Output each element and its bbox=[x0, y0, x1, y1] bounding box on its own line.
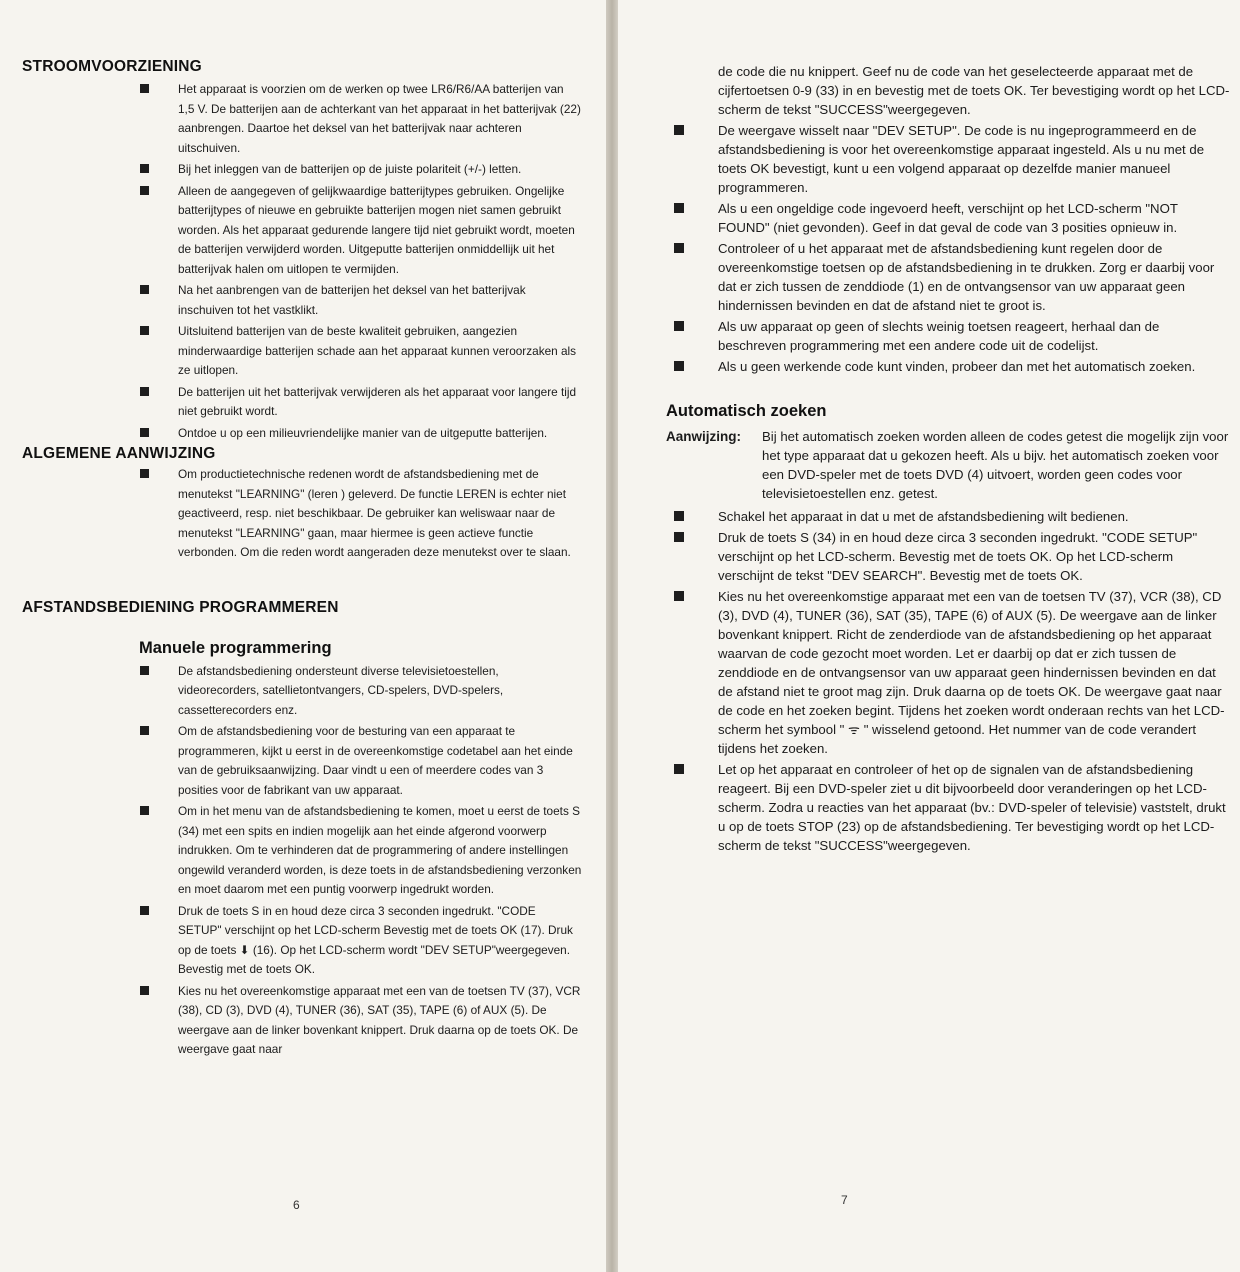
bullet-square-icon bbox=[140, 387, 149, 396]
bullet-square-icon bbox=[674, 243, 684, 253]
bullet-square-icon bbox=[140, 469, 149, 478]
heading-general-note: ALGEMENE AANWIJZING bbox=[22, 445, 216, 462]
bullet-text: Controleer of u het apparaat met de afstandsbediening kunt regelen door de overeenkomstige toetsen op de afstandsbediening in te drukken. Zorg er daarbij voor dat er zich tussen de zenddiode (1) en de ontvangsensor van uw apparaat geen hindernissen bevinden en dat de afstand niet te groot is. bbox=[718, 241, 1215, 313]
bullet-text: Uitsluitend batterijen van de beste kwaliteit gebruiken, aangezien minderwaardige batterijen schade aan het apparaat kunnen veroorzaken als ze uitlopen. bbox=[178, 324, 577, 377]
manual-programming-list bbox=[22, 662, 582, 1060]
bullet-text: Als uw apparaat op geen of slechts weinig toetsen reageert, herhaal dan de beschreven programmering met een andere code uit de codelijst. bbox=[718, 319, 1160, 353]
bullet-text: De afstandsbediening ondersteunt diverse televisietoestellen, videorecorders, satellietontvangers, CD-spelers, DVD-spelers, cassetterecorders enz. bbox=[178, 663, 504, 717]
note-label: Aanwijzing: bbox=[666, 429, 741, 444]
book-gutter bbox=[606, 0, 618, 1272]
bullet-item bbox=[22, 722, 582, 800]
left-column bbox=[22, 58, 582, 1062]
bullet-square-icon bbox=[140, 186, 149, 195]
search-note bbox=[666, 427, 1230, 503]
bullet-square-icon bbox=[140, 906, 149, 915]
bullet-text: Druk de toets S (34) in en houd deze circa 3 seconden ingedrukt. "CODE SETUP" verschijnt op het LCD-scherm. Bevestig met de toets OK. Op het LCD-scherm verschijnt de tekst "DEV SEARCH". Bevestig met de toets OK. bbox=[718, 530, 1198, 583]
bullet-item bbox=[666, 528, 1230, 585]
bullet-square-icon bbox=[140, 164, 149, 173]
bullet-square-icon bbox=[674, 532, 684, 542]
bullet-item bbox=[22, 322, 582, 381]
general-note-list bbox=[22, 465, 582, 563]
bullet-square-icon bbox=[140, 986, 149, 995]
bullet-square-icon bbox=[674, 511, 684, 521]
bullet-item bbox=[666, 199, 1230, 237]
left-page bbox=[0, 0, 606, 1272]
bullet-text: Ontdoe u op een milieuvriendelijke manier van de uitgeputte batterijen. bbox=[178, 425, 548, 440]
bullet-text: Als u een ongeldige code ingevoerd heeft, verschijnt op het LCD-scherm "NOT FOUND" (niet gevonden). Geef in dat geval de code van 3 posities opnieuw in. bbox=[718, 201, 1178, 235]
page-number: 7 bbox=[841, 1193, 848, 1207]
bullet-square-icon bbox=[140, 326, 149, 335]
bullet-item bbox=[666, 507, 1230, 526]
bullet-item bbox=[22, 802, 582, 900]
bullet-item bbox=[22, 160, 582, 180]
bullet-item bbox=[666, 760, 1230, 855]
bullet-item bbox=[666, 317, 1230, 355]
note-text: Bij het automatisch zoeken worden alleen de codes getest die mogelijk zijn voor het type apparaat dat u gekozen heeft. Als u bijv. het automatisch zoeken voor een DVD-speler met de toets DVD (4) uitvoert, worden geen codes voor televisietoestellen enz. getest. bbox=[762, 429, 1229, 501]
bullet-square-icon bbox=[674, 125, 684, 135]
bullet-text: Na het aanbrengen van de batterijen het deksel van het batterijvak inschuiven tot het vastklikt. bbox=[178, 283, 526, 317]
heading-manual-programming: Manuele programmering bbox=[139, 638, 332, 657]
bullet-square-icon bbox=[140, 666, 149, 675]
bullet-item bbox=[666, 587, 1230, 758]
bullet-square-icon bbox=[140, 84, 149, 93]
page-number: 6 bbox=[293, 1198, 300, 1212]
bullet-square-icon bbox=[674, 361, 684, 371]
bullet-text: Schakel het apparaat in dat u met de afstandsbediening wilt bedienen. bbox=[718, 509, 1129, 524]
bullet-text: Kies nu het overeenkomstige apparaat met een van de toetsen TV (37), VCR (38), CD (3), DVD (4), TUNER (36), SAT (35), TAPE (6) of AUX (5). De weergave aan de linker bovenkant knippert. Druk daarna op de toets OK. De weergave gaat naar bbox=[178, 983, 581, 1056]
bullet-square-icon bbox=[674, 203, 684, 213]
bullet-item bbox=[22, 182, 582, 280]
bullet-item bbox=[22, 465, 582, 563]
bullet-text: De batterijen uit het batterijvak verwijderen als het apparaat voor langere tijd niet gebruikt wordt. bbox=[178, 384, 577, 418]
bullet-square-icon bbox=[140, 726, 149, 735]
bullet-text: De weergave wisselt naar "DEV SETUP". De code is nu ingeprogrammeerd en de afstandsbediening is voor het overeenkomstige apparaat ingesteld. Als u nu met de toets OK bevestigt, kunt u een volgend apparaat op dezelfde manier manueel programmeren. bbox=[718, 123, 1205, 195]
heading-power-supply: STROOMVOORZIENING bbox=[22, 58, 202, 75]
bullet-item bbox=[666, 121, 1230, 197]
bullet-text: Om de afstandsbediening voor de besturing van een apparaat te programmeren, kijkt u eerst in de overeenkomstige codetabel aan het einde van de gebruiksaanwijzing. Daar vindt u een of meerdere codes van 3 posities voor de fabrikant van uw apparaat. bbox=[178, 724, 573, 797]
bullet-text: Het apparaat is voorzien om de werken op twee LR6/R6/AA batterijen van 1,5 V. De batterijen aan de achterkant van het apparaat in het batterijvak (22) aanbrengen. Daartoe het deksel van het batterijvak naar achteren uitschuiven. bbox=[178, 82, 581, 155]
continued-text bbox=[666, 62, 1230, 119]
bullet-item bbox=[22, 982, 582, 1060]
bullet-text: Bij het inleggen van de batterijen op de juiste polariteit (+/-) letten. bbox=[178, 162, 522, 176]
power-supply-list bbox=[22, 80, 582, 443]
bullet-text: de code die nu knippert. Geef nu de code van het geselecteerde apparaat met de cijfertoetsen 0-9 (33) in en bevestig met de toets OK. Ter bevestiging wordt op het LCD-scherm de tekst "SUCCESS"weergegeven. bbox=[718, 64, 1230, 117]
bullet-square-icon bbox=[140, 285, 149, 294]
bullet-text: Alleen de aangegeven of gelijkwaardige batterijtypes gebruiken. Ongelijke batterijtypes of nieuwe en gebruikte batterijen mogen niet samen gebruikt worden. Als het apparaat gedurende langere tijd niet gebruikt wordt, moeten de batterijen verwijderd worden. Uitgeputte batterijen onmiddellijk uit het batterijvak halen om uitlopen te vermijden. bbox=[178, 183, 575, 276]
bullet-text: Let op het apparaat en controleer of het op de signalen van de afstandsbediening reageert. Bij een DVD-speler ziet u dit bijvoorbeeld door veranderingen op het LCD-scherm. Zodra u reacties van het apparaat (bv.: DVD-speler of televisie) vaststelt, drukt u op de toets STOP (23) op de afstandsbediening. Ter bevestiging wordt op het LCD-scherm de tekst "SUCCESS"weergegeven. bbox=[718, 762, 1226, 853]
bullet-text: Als u geen werkende code kunt vinden, probeer dan met het automatisch zoeken. bbox=[718, 359, 1196, 374]
bullet-item bbox=[22, 383, 582, 422]
bullet-item bbox=[22, 662, 582, 721]
bullet-item bbox=[22, 902, 582, 980]
bullet-square-icon bbox=[674, 591, 684, 601]
right-column bbox=[666, 62, 1230, 857]
bullet-text: Om productietechnische redenen wordt de afstandsbediening met de menutekst "LEARNING" (leren ) geleverd. De functie LEREN is echter niet geactiveerd, resp. niet beschikbaar. De gebruiker kan weliswaar naar de menutekst "LEARNING" gaan, maar hiermee is geen actieve functie verbonden. Om die reden wordt aangeraden deze menutekst over te slaan. bbox=[178, 467, 571, 559]
bullet-item bbox=[666, 62, 1230, 119]
bullet-text: Druk de toets S in en houd deze circa 3 seconden ingedrukt. "CODE SETUP" verschijnt op het LCD-scherm Bevestig met de toets OK (17). Druk op de toets ⬇ (16). Op het LCD-scherm wordt "DEV SETUP"weergegeven. Bevestig met de toets OK. bbox=[178, 903, 573, 976]
bullet-item bbox=[22, 424, 582, 444]
heading-automatic-search: Automatisch zoeken bbox=[666, 402, 827, 420]
bullet-item bbox=[666, 239, 1230, 315]
bullet-text: Om in het menu van de afstandsbediening te komen, moet u eerst de toets S (34) met een spits en indien mogelijk aan het einde afgerond voorwerp indrukken. Om te verhinderen dat de programmering of andere instellingen ongewild veranderd worden, is deze toets in de afstandsbediening verzonken en moet daarom met een puntig voorwerp ingedrukt worden. bbox=[178, 804, 582, 896]
bullet-square-icon bbox=[140, 428, 149, 437]
bullet-square-icon bbox=[674, 321, 684, 331]
bullet-square-icon bbox=[674, 764, 684, 774]
bullet-square-icon bbox=[140, 806, 149, 815]
bullet-item bbox=[22, 281, 582, 320]
bullet-item bbox=[22, 80, 582, 158]
right-page bbox=[618, 0, 1240, 1272]
bullet-text: Kies nu het overeenkomstige apparaat met een van de toetsen TV (37), VCR (38), CD (3), DVD (4), TUNER (36), SAT (35), TAPE (6) of AUX (5). De weergave aan de linker bovenkant knippert. Richt de zenderdiode van de afstandsbediening op het apparaat waarvan de code gezocht moet worden. Let er daarbij op dat er zich tussen de zenddiode en de ontvangsensor van uw apparaat geen hindernissen bevinden en dat de afstand niet te groot mag zijn. Druk daarna op de toets OK. De weergave gaat naar de code en het zoeken begint. Tijdens het zoeken wordt onderaan rechts van het LCD-scherm het symbool " ᯤ " wisselend getoond. Het nummer van de code verandert tijdens het zoeken. bbox=[718, 589, 1225, 756]
bullet-item bbox=[666, 357, 1230, 376]
manual-programming-continued-list bbox=[666, 121, 1230, 376]
heading-programming: AFSTANDSBEDIENING PROGRAMMEREN bbox=[22, 598, 339, 616]
automatic-search-list bbox=[666, 507, 1230, 855]
